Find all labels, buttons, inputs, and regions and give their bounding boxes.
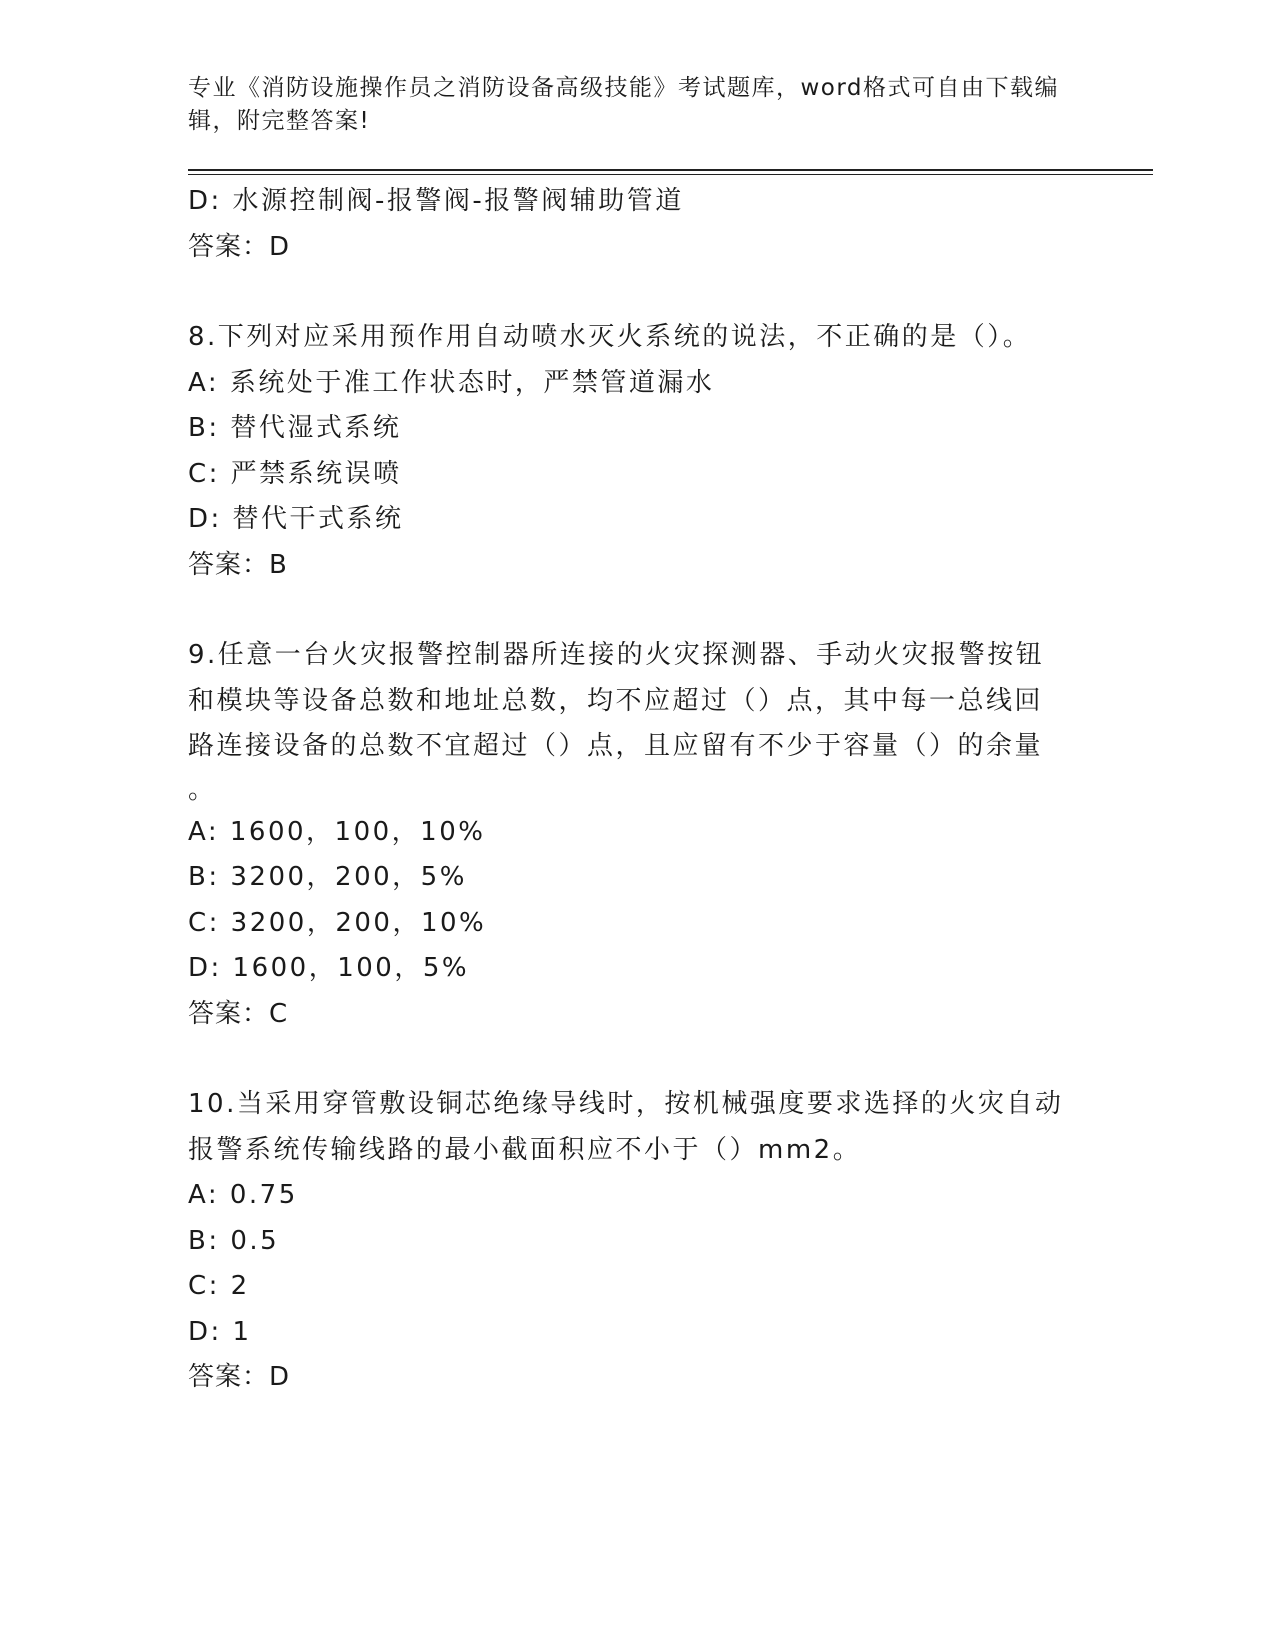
option-c: C: 严禁系统误喷 [188,458,402,489]
option-d: D: 替代干式系统 [188,504,404,534]
header-divider [188,169,1153,175]
question-stem-line: 。 [188,774,215,805]
option-d: D: 1600，100，5% [188,953,470,983]
option-d: D: 1 [188,1316,252,1347]
answer-line: 答案：D [188,1362,291,1392]
document-intro: 专业《消防设施操作员之消防设备高级技能》考试题库，word格式可自由下载编辑，附完整答案! [188,75,1060,134]
question-stem-line: 报警系统传输线路的最小截面积应不小于（）mm2。 [188,1134,862,1165]
option-a: A: 1600，100，10% [188,816,486,847]
option-c: C: 2 [188,1271,250,1301]
option-a: A: 系统处于准工作状态时，严禁管道漏水 [188,367,715,398]
answer-line: 答案：B [188,549,288,580]
question-stem-line: 和模块等设备总数和地址总数，均不应超过（）点，其中每一总线回 [188,685,1044,716]
option-d: D: 水源控制阀-报警阀-报警阀辅助管道 [188,186,684,216]
option-b: B: 0.5 [188,1225,280,1256]
question-stem-line: 10.当采用穿管敷设铜芯绝缘导线时，按机械强度要求选择的火灾自动 [188,1089,1064,1119]
question-stem: 8.下列对应采用预作用自动喷水灭火系统的说法，不正确的是（）。 [188,322,1032,352]
question-list [188,179,1153,1401]
option-c: C: 3200，200，10% [188,907,487,938]
question-stem-line: 9.任意一台火灾报警控制器所连接的火灾探测器、手动火灾报警按钮 [188,640,1045,670]
answer-line: 答案：D [188,231,291,262]
question-stem-line: 路连接设备的总数不宜超过（）点，且应留有不少于容量（）的余量 [188,731,1044,761]
document-page [188,72,1153,1401]
answer-line: 答案：C [188,998,289,1029]
option-a: A: 0.75 [188,1180,298,1210]
option-b: B: 3200，200，5% [188,862,467,892]
option-b: B: 替代湿式系统 [188,413,402,443]
